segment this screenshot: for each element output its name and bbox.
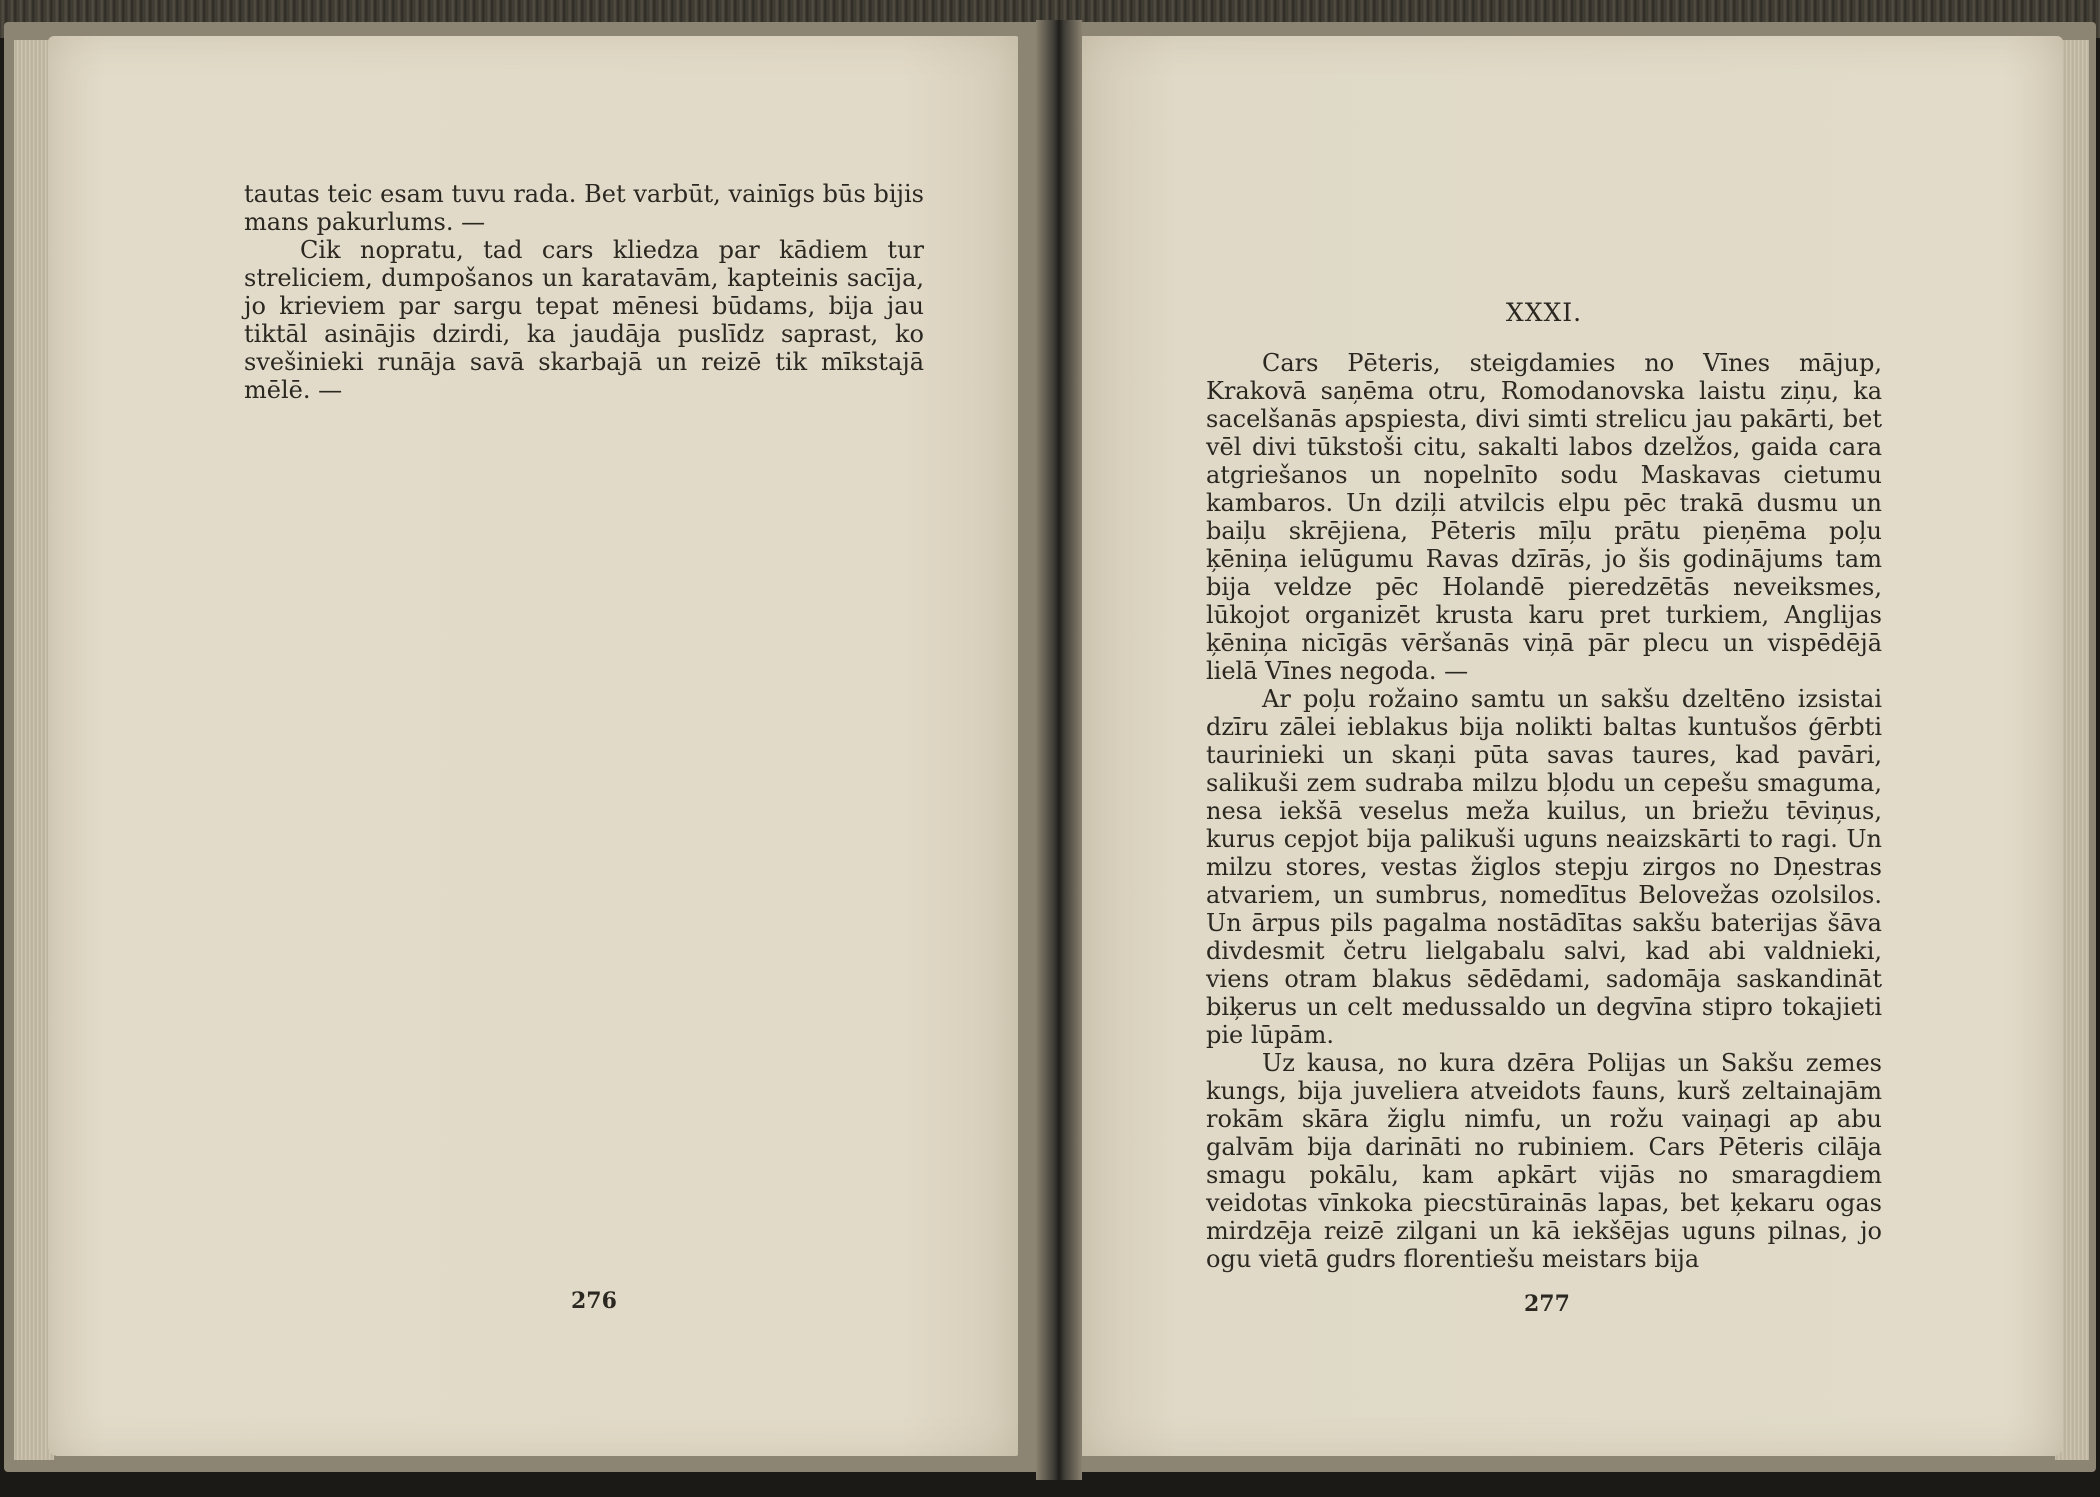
book-gutter (1036, 20, 1082, 1480)
right-paragraph-3: Uz kausa, no kura dzēra Polijas un Sakšu zemes kungs, bija juveliera atveidots fauns, kurš zeltainajām rokām skāra žiglu nimfu, un rožu vaiņagi ap abu galvām bija darināti no rubiniem. Cars Pēteris cilāja smagu pokālu, kam apkārt vijās no smaragdiem veidotas vīnkoka piecstūrainās lapas, bet ķekaru ogas mirdzēja reizē zilgani un kā iekšējas uguns pilnas, jo ogu vietā gudrs florentiešu meistars bija (1206, 1049, 1882, 1273)
left-page-text (244, 180, 924, 404)
right-page-text (1206, 349, 1882, 1273)
right-paragraph-2: Ar poļu rožaino samtu un sakšu dzeltēno izsistai dzīru zālei ieblakus bija nolikti baltas kuntušos ģērbti taurinieki un skaņi pūta savas taures, kad pavāri, salikuši zem sudraba milzu bļodu un cepešu smaguma, nesa iekšā veselus meža kuilus, un briežu tēviņus, kurus cepjot bija palikuši uguns neaizskārti to ragi. Un milzu stores, vestas žiglos stepju zirgos no Dņestras atvariem, un sumbrus, nomedītus Belovežas ozolsilos. Un ārpus pils pagalma nostādītas sakšu baterijas šāva divdesmit četru lielgabalu salvi, kad abi valdnieki, viens otram blakus sēdēdami, sadomāja saskandināt biķerus un celt medussaldo un degvīna stipro tokajieti pie lūpām. (1206, 685, 1882, 1049)
left-paragraph-2: Cik nopratu, tad cars kliedza par kādiem tur streliciem, dumpošanos un karatavām, kapteinis sacīja, jo krieviem par sargu tepat mēnesi būdams, bija jau tiktāl asinājis dzirdi, ka jaudāja puslīdz saprast, ko svešinieki runāja savā skarbajā un reizē tik mīkstajā mēlē. — (244, 236, 924, 404)
right-paragraph-1: Cars Pēteris, steigdamies no Vīnes mājup, Krakovā saņēma otru, Romodanovska laistu ziņu, ka sacelšanās apspiesta, divi simti strelicu jau pakārti, bet vēl divi tūkstoši citu, sakalti labos dzelžos, gaida cara atgriešanos un nopelnīto sodu Maskavas cietumu kambaros. Un dziļi atvilcis elpu pēc trakā dusmu un baiļu skrējiena, Pēteris mīļu prātu pieņēma poļu ķēniņa ielūgumu Ravas dzīrās, jo šis godinājums tam bija veldze pēc Holandē pieredzētās neveiksmes, lūkojot organizēt krusta karu pret turkiem, Anglijas ķēniņa nicīgās vēršanās viņā pār plecu un vispēdējā lielā Vīnes negoda. — (1206, 349, 1882, 685)
left-paragraph-1: tautas teic esam tuvu rada. Bet varbūt, vainīgs būs bijis mans pakurlums. — (244, 180, 924, 236)
left-page-number: 276 (571, 1288, 617, 1314)
chapter-heading: XXXI. (1505, 298, 1583, 327)
right-page-number: 277 (1524, 1291, 1570, 1317)
